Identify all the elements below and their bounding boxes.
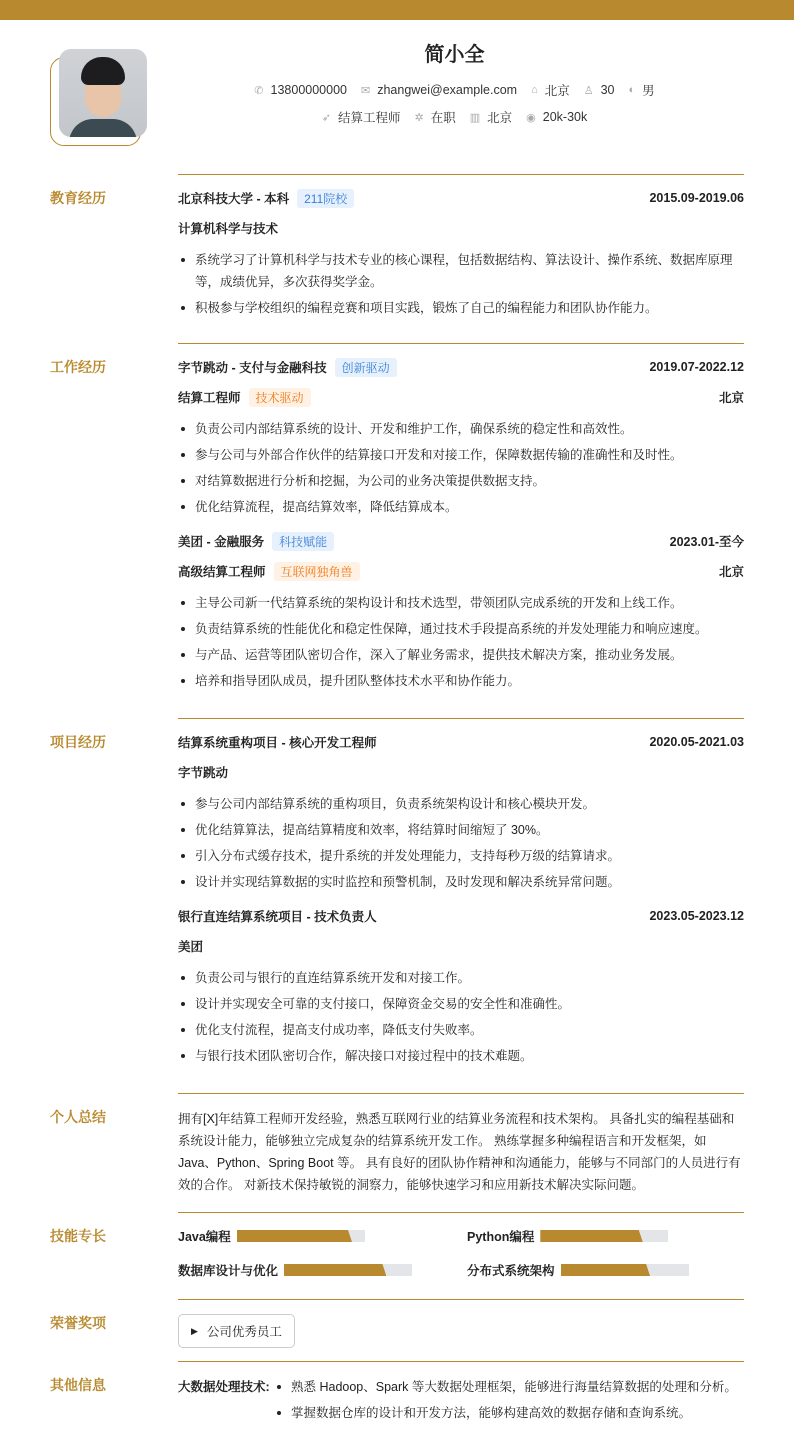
section-label: 技能专长 <box>50 1228 106 1244</box>
salary-icon: ◉ <box>526 111 536 124</box>
skill-name: Python编程 <box>467 1230 535 1244</box>
entry-date: 2023.05-2023.12 <box>649 909 744 923</box>
section-body <box>178 1093 744 1196</box>
section-body <box>178 718 744 1081</box>
skill-item <box>467 1227 744 1245</box>
job-row <box>0 108 794 126</box>
skill-bar-fill <box>540 1230 642 1242</box>
section-body <box>178 1299 744 1348</box>
section-body <box>178 1361 744 1428</box>
bullet-item: 设计并实现安全可靠的支付接口，保障资金交易的安全性和准确性。 <box>178 993 744 1015</box>
bullet-item: 参与公司内部结算系统的重构项目，负责系统架构设计和核心模块开发。 <box>178 793 744 815</box>
skill-name: Java编程 <box>178 1230 231 1244</box>
entry-header <box>178 733 744 751</box>
bullet-item: 负责公司与银行的直连结算系统开发和对接工作。 <box>178 967 744 989</box>
skill-bar-fill <box>237 1230 352 1242</box>
entry-title: 字节跳动 - 支付与金融科技 <box>178 361 327 375</box>
entry-sub-group <box>178 388 311 407</box>
phone: 13800000000 <box>270 83 347 97</box>
entry-subtag: 技术驱动 <box>249 388 311 407</box>
entry-sub-group <box>178 937 203 955</box>
award-item[interactable] <box>178 1314 295 1348</box>
entry-sub-group <box>178 219 278 237</box>
other-key: 大数据处理技术: <box>178 1380 270 1394</box>
building-icon: ▥ <box>469 111 481 124</box>
skill-bar <box>237 1230 365 1242</box>
location: 北京 <box>544 84 570 98</box>
entry-tag: 211院校 <box>297 189 354 208</box>
entry-sub-group <box>178 562 360 581</box>
bullet-list <box>178 418 744 518</box>
bullet-item: 负责结算系统的性能优化和稳定性保障，通过技术手段提高系统的并发处理能力和响应速度。 <box>178 618 744 640</box>
entry-tag: 创新驱动 <box>335 358 397 377</box>
entry-sub-group <box>178 763 228 781</box>
section-body <box>178 343 744 706</box>
section-body <box>178 174 744 333</box>
skill-name: 数据库设计与优化 <box>178 1264 279 1278</box>
status-icon: ✲ <box>414 111 424 124</box>
skill-item <box>178 1227 467 1245</box>
contact-row <box>0 81 794 99</box>
job-status: 在职 <box>430 111 456 125</box>
entry-title: 北京科技大学 - 本科 <box>178 192 290 206</box>
entry-tag: 科技赋能 <box>272 532 334 551</box>
entry-subtitle: 美团 <box>178 940 204 954</box>
entry-subtitle: 字节跳动 <box>178 766 229 780</box>
bullet-item: 与产品、运营等团队密切合作，深入了解业务需求，提供技术解决方案，推动业务发展。 <box>178 644 744 666</box>
bullet-item: 系统学习了计算机科学与技术专业的核心课程，包括数据结构、算法设计、操作系统、数据库原理等，成绩优异，多次获得奖学金。 <box>178 249 744 293</box>
entry-title-group <box>178 189 354 208</box>
award-name: 公司优秀员工 <box>206 1325 282 1339</box>
skill-item <box>467 1261 744 1279</box>
skill-bar-fill <box>561 1264 651 1276</box>
section-label: 荣誉奖项 <box>50 1315 106 1331</box>
entry-location: 北京 <box>718 391 744 405</box>
entry-date: 2020.05-2021.03 <box>649 735 744 749</box>
entry-header <box>178 532 744 550</box>
skill-bar <box>540 1230 668 1242</box>
section-label: 工作经历 <box>50 359 106 375</box>
entry-subtitle: 结算工程师 <box>178 391 241 405</box>
bullet-item: 优化支付流程，提高支付成功率，降低支付失败率。 <box>178 1019 744 1041</box>
bullet-list <box>178 592 744 692</box>
entry-subtitle: 计算机科学与技术 <box>178 222 279 236</box>
skills-grid <box>178 1227 744 1279</box>
entry-title: 美团 - 金融服务 <box>178 535 265 549</box>
other-info <box>178 1376 744 1428</box>
entry-date: 2019.07-2022.12 <box>649 360 744 374</box>
gender-icon: ◐ <box>628 84 636 96</box>
skill-item <box>178 1261 467 1279</box>
section-label: 其他信息 <box>50 1377 106 1393</box>
bullet-item: 优化结算流程，提高结算效率，降低结算成本。 <box>178 496 744 518</box>
entry-title-group <box>178 358 397 377</box>
bullet-item: 掌握数据仓库的设计和开发方法，能够构建高效的数据存储和查询系统。 <box>274 1402 737 1424</box>
entry-title: 银行直连结算系统项目 - 技术负责人 <box>178 910 377 924</box>
gender: 男 <box>642 84 655 98</box>
top-accent-bar <box>0 0 794 20</box>
age: 30 <box>600 83 615 97</box>
bullet-list <box>178 249 744 319</box>
mail-icon: ✉ <box>361 84 371 97</box>
salary: 20k-30k <box>542 110 588 124</box>
entry-subheader <box>178 219 744 237</box>
entry-header <box>178 907 744 925</box>
target-city: 北京 <box>487 111 513 125</box>
bullet-item: 培养和指导团队成员，提升团队整体技术水平和协作能力。 <box>178 670 744 692</box>
bullet-item: 熟悉 Hadoop、Spark 等大数据处理框架，能够进行海量结算数据的处理和分析。 <box>274 1376 737 1398</box>
bullet-item: 参与公司与外部合作伙伴的结算接口开发和对接工作，保障数据传输的准确性和及时性。 <box>178 444 744 466</box>
skill-bar-fill <box>284 1264 386 1276</box>
entry-title-group <box>178 733 377 751</box>
email: zhangwei@example.com <box>377 83 518 97</box>
skill-bar <box>561 1264 689 1276</box>
entry-subheader <box>178 562 744 580</box>
entry-date: 2023.01-至今 <box>669 535 744 549</box>
candidate-name: 简小全 <box>424 44 485 66</box>
section-label: 教育经历 <box>50 190 106 206</box>
send-icon: ➶ <box>321 111 331 124</box>
bullet-list <box>178 793 744 893</box>
home-icon: ⌂ <box>531 84 538 96</box>
bullet-item: 积极参与学校组织的编程竞赛和项目实践，锻炼了自己的编程能力和团队协作能力。 <box>178 297 744 319</box>
entry-subtitle: 高级结算工程师 <box>178 565 266 579</box>
entry-title-group <box>178 907 377 925</box>
section-body <box>178 1212 744 1279</box>
entry-subheader <box>178 763 744 781</box>
skill-name: 分布式系统架构 <box>467 1264 555 1278</box>
entry-subheader <box>178 388 744 406</box>
summary-text: 拥有[X]年结算工程师开发经验，熟悉互联网行业的结算业务流程和技术架构。 具备扎实的编程基础和系统设计能力，能够独立完成复杂的结算系统开发工作。 熟练掌握多种编程语言和开发框架，如 Java、Python、Spring Boot 等。 具有良好的团队协作精神和沟通能力，能够与不同部门的人员进行有效的合作。 对新技术保持敏锐的洞察力，能够快速学习和应用新技术解决实际问题。 <box>178 1112 741 1192</box>
bullet-list <box>274 1376 737 1428</box>
caret-right-icon: ▶ <box>191 1325 198 1336</box>
bullet-list <box>178 967 744 1067</box>
entry-subheader <box>178 937 744 955</box>
bullet-item: 设计并实现结算数据的实时监控和预警机制，及时发现和解决系统异常问题。 <box>178 871 744 893</box>
bullet-item: 与银行技术团队密切合作，解决接口对接过程中的技术难题。 <box>178 1045 744 1067</box>
skill-bar <box>284 1264 412 1276</box>
entry-title: 结算系统重构项目 - 核心开发工程师 <box>178 736 377 750</box>
job-title: 结算工程师 <box>337 111 401 125</box>
entry-date: 2015.09-2019.06 <box>649 191 744 205</box>
entry-header <box>178 189 744 207</box>
entry-header <box>178 358 744 376</box>
phone-icon: ✆ <box>254 84 264 97</box>
entry-subtag: 互联网独角兽 <box>274 562 360 581</box>
cake-icon: ♙ <box>583 84 594 97</box>
entry-location: 北京 <box>718 565 744 579</box>
bullet-item: 对结算数据进行分析和挖掘，为公司的业务决策提供数据支持。 <box>178 470 744 492</box>
entry-title-group <box>178 532 334 551</box>
bullet-item: 主导公司新一代结算系统的架构设计和技术选型，带领团队完成系统的开发和上线工作。 <box>178 592 744 614</box>
section-label: 个人总结 <box>50 1109 106 1125</box>
bullet-item: 负责公司内部结算系统的设计、开发和维护工作，确保系统的稳定性和高效性。 <box>178 418 744 440</box>
bullet-item: 优化结算算法，提高结算精度和效率，将结算时间缩短了 30%。 <box>178 819 744 841</box>
bullet-item: 引入分布式缓存技术，提升系统的并发处理能力，支持每秒万级的结算请求。 <box>178 845 744 867</box>
section-label: 项目经历 <box>50 734 106 750</box>
